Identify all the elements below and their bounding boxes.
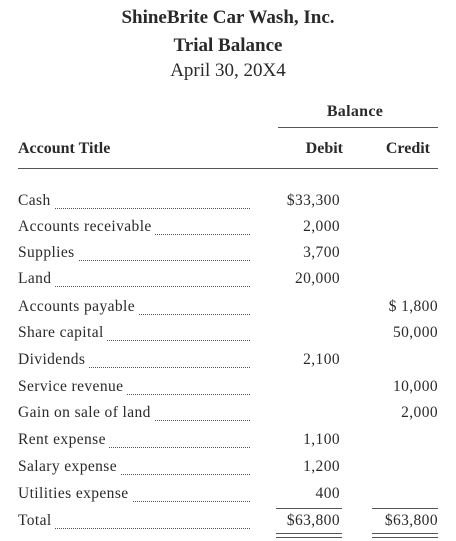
debit-amount: 20,000: [294, 270, 340, 287]
credit-heading: Credit: [385, 140, 430, 157]
balance-group-rule: [278, 127, 438, 128]
account-title: Cash: [18, 192, 54, 209]
debit-amount: 3,700: [303, 244, 340, 261]
account-title: Utilities expense: [18, 485, 132, 502]
report-title: Trial Balance: [173, 35, 283, 56]
account-title: Accounts receivable: [18, 218, 155, 235]
total-debit: $63,800: [286, 512, 340, 529]
account-title: Supplies: [18, 244, 78, 261]
account-title: Salary expense: [18, 458, 120, 475]
table-row: [0, 270, 456, 294]
header-rule: [18, 168, 438, 169]
table-row: [0, 244, 456, 268]
credit-amount: $ 1,800: [388, 298, 438, 315]
debit-heading: Debit: [305, 140, 343, 157]
table-row: [0, 458, 456, 482]
table-row: [0, 298, 456, 322]
report-date: April 30, 20X4: [170, 60, 286, 81]
credit-total-double-rule: [372, 533, 438, 538]
table-row: [0, 404, 456, 428]
debit-amount: 1,100: [303, 431, 340, 448]
debit-total-double-rule: [276, 533, 342, 538]
credit-amount: 10,000: [392, 378, 438, 395]
debit-amount: 400: [315, 485, 340, 502]
table-row: [0, 378, 456, 402]
account-title: Gain on sale of land: [18, 404, 154, 421]
account-title: Dividends: [18, 351, 88, 368]
table-row: [0, 218, 456, 242]
debit-amount: $33,300: [286, 192, 340, 209]
table-row: [0, 485, 456, 509]
credit-amount: 50,000: [392, 324, 438, 341]
table-row: [0, 431, 456, 455]
credit-amount: 2,000: [401, 404, 438, 421]
company-name: ShineBrite Car Wash, Inc.: [121, 7, 335, 28]
account-title: Rent expense: [18, 431, 109, 448]
account-title: Accounts payable: [18, 298, 138, 315]
debit-sum-rule: [276, 508, 342, 509]
balance-group-heading: Balance: [326, 103, 384, 120]
table-row: [0, 351, 456, 375]
account-title: Land: [18, 270, 54, 287]
credit-sum-rule: [372, 508, 438, 509]
table-row: [0, 192, 456, 216]
table-row: [0, 324, 456, 348]
total-label: Total: [18, 512, 55, 529]
account-title: Service revenue: [18, 378, 126, 395]
debit-amount: 1,200: [303, 458, 340, 475]
debit-amount: 2,100: [303, 351, 340, 368]
account-title-heading: Account Title: [18, 140, 111, 157]
debit-amount: 2,000: [303, 218, 340, 235]
total-credit: $63,800: [384, 512, 438, 529]
account-title: Share capital: [18, 324, 107, 341]
